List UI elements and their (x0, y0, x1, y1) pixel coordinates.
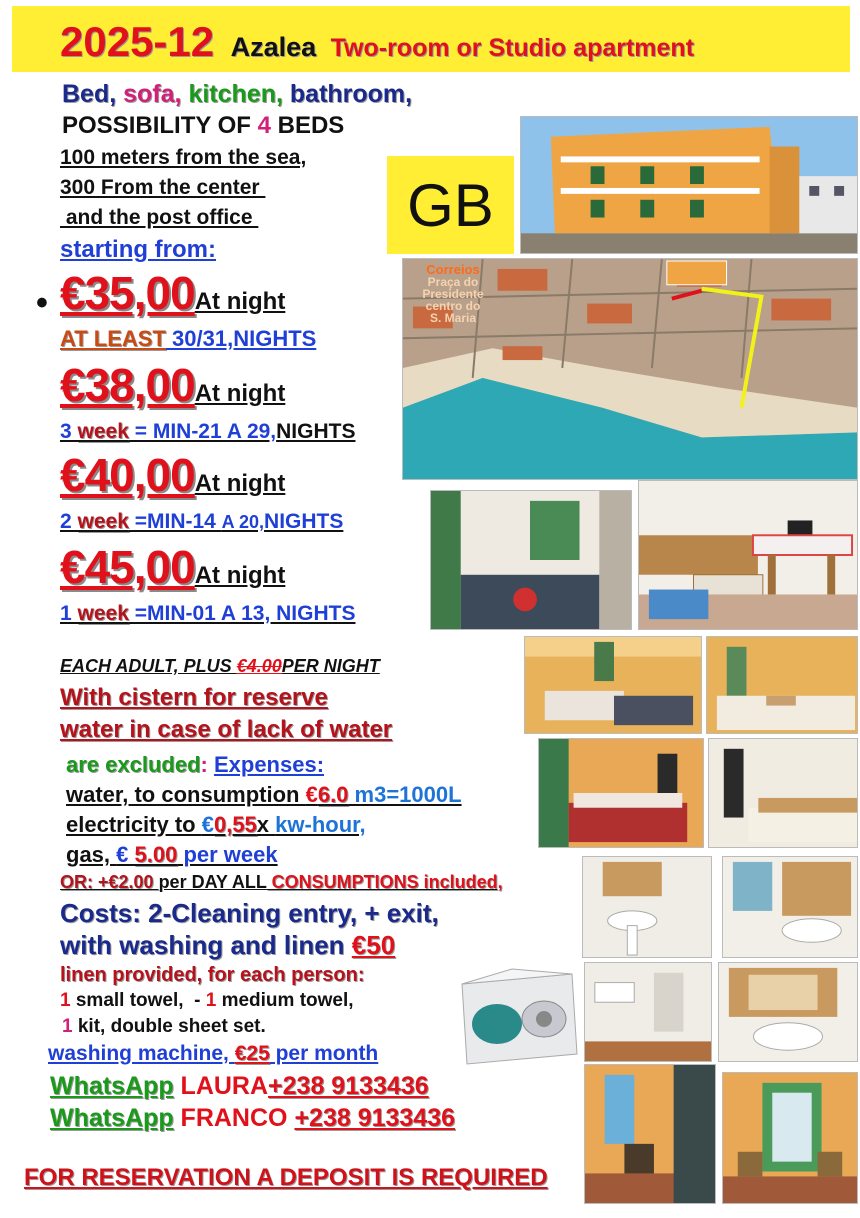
electricity-euro: € (201, 812, 214, 837)
rate-row-4 (60, 540, 285, 594)
costs-washing-text: with washing and linen (60, 930, 352, 960)
gas-price: 5.00 (134, 842, 178, 867)
contact-phone-laura[interactable]: +238 9133436 (268, 1072, 429, 1100)
washing-machine-period: per month (269, 1042, 379, 1065)
map-label-smaria: S. Maria (429, 311, 477, 325)
contact-laura[interactable] (50, 1072, 429, 1101)
location-center: 300 From the center (60, 176, 266, 199)
rate-3-at-night: At night (194, 470, 286, 497)
excluded-colon: : (200, 752, 208, 777)
contact-phone-franco[interactable]: +238 9133436 (294, 1104, 456, 1132)
rate-1-note (60, 326, 316, 352)
towel-qty-medium: 1 (205, 990, 217, 1011)
gas-euro: € (116, 842, 135, 867)
rate-1-note-a: AT LEAST (60, 326, 166, 351)
bathroom-photo-2 (722, 856, 858, 958)
gas-unit: per week (177, 842, 278, 867)
starting-from: starting from: (60, 236, 216, 263)
bathroom-photo-1 (582, 856, 712, 958)
rate-row-2 (60, 358, 285, 412)
bathroom-photo-3 (584, 962, 712, 1062)
rate-1-at-night: At night (194, 288, 286, 315)
contact-name-laura: LAURA (173, 1072, 269, 1100)
rate-2-price: €38,00 (60, 359, 195, 411)
each-adult-price: €4.00 (236, 656, 282, 676)
electricity-unit: kw-hour, (275, 812, 366, 837)
rate-2-week: week (77, 420, 129, 443)
apartment-name: Azalea (230, 32, 317, 62)
rate-4-note-b: =MIN-01 A 13, NIGHTS (128, 602, 356, 625)
cistern-line-2: water in case of lack of water (60, 716, 393, 743)
feature-kitchen: kitchen, (188, 80, 283, 108)
beds-text-b: BEDS (270, 112, 345, 139)
bathroom-photo-4 (718, 962, 858, 1062)
water-text: water, to consumption (66, 782, 306, 807)
bedroom-photo-4 (708, 738, 858, 848)
electricity-text: electricity to (66, 812, 202, 837)
or-per-day: per DAY ALL (158, 872, 267, 892)
rate-4-note (60, 602, 355, 626)
costs-washing-line (60, 930, 395, 961)
bedroom-photo-1 (524, 636, 702, 734)
language-gb-badge: GB (387, 156, 514, 254)
rate-4-at-night: At night (194, 562, 286, 589)
rate-2-note (60, 420, 355, 444)
gas-text: gas, (66, 842, 117, 867)
rate-3-note-small: A 20, (221, 512, 265, 532)
washing-machine-text: washing machine, (48, 1042, 235, 1065)
map-label-presidente: Presidente (422, 287, 484, 301)
apartment-type: Two-room or Studio apartment (330, 34, 695, 62)
electricity-price: 0,55 (213, 812, 257, 837)
rate-3-price: €40,00 (60, 449, 195, 501)
kit-qty: 1 (62, 1016, 73, 1037)
map-label-centro: centro do (425, 299, 481, 313)
rate-4-note-a: 1 (60, 602, 78, 625)
listing-code: 2025-12 (60, 18, 215, 65)
cistern-line-1: With cistern for reserve (60, 684, 328, 711)
patio-photo-1 (584, 1064, 716, 1204)
towel-small-text: small towel, - (70, 990, 206, 1011)
excluded-text: are excluded (66, 752, 201, 777)
rate-2-note-a: 3 (60, 420, 78, 443)
whatsapp-label-laura: WhatsApp (50, 1072, 174, 1100)
rate-row-1 (60, 266, 285, 320)
contact-franco[interactable] (50, 1104, 455, 1133)
map-label-correios: Correios (426, 262, 480, 277)
features-line (62, 80, 412, 109)
deposit-notice: FOR RESERVATION A DEPOSIT IS REQUIRED (24, 1164, 548, 1191)
rate-3-note-a: 2 (60, 510, 78, 533)
or-price: OR: +€2.00 (60, 872, 159, 892)
rate-2-at-night: At night (194, 380, 286, 407)
rate-row-3 (60, 448, 285, 502)
rate-1-note-b: 30/31,NIGHTS (165, 326, 317, 351)
beds-number: 4 (257, 112, 271, 139)
linen-provided: linen provided, for each person: (60, 964, 365, 986)
all-consumptions-line (60, 872, 503, 893)
rate-4-week: week (77, 602, 129, 625)
water-line (66, 782, 462, 808)
rate-3-note-b: =MIN-14 (128, 510, 222, 533)
kitchen-photo-2 (638, 480, 858, 630)
location-post-office: and the post office (60, 206, 259, 229)
washing-machine-image (452, 964, 582, 1074)
whatsapp-label-franco: WhatsApp (50, 1104, 174, 1132)
patio-photo-2 (722, 1072, 858, 1204)
rate-1-price: €35,00 (60, 267, 195, 319)
beds-possibility (62, 112, 344, 140)
feature-sofa: sofa, (123, 80, 182, 108)
contact-name-franco: FRANCO (173, 1104, 295, 1132)
feature-bathroom: bathroom, (289, 80, 413, 108)
bedroom-photo-3 (538, 738, 704, 848)
gas-line (66, 842, 278, 868)
rate-3-week: week (77, 510, 129, 533)
location-sea: 100 meters from the sea, (60, 146, 307, 169)
each-adult-per-night: PER NIGHT (281, 656, 380, 676)
map-label-praca: Praça do (427, 275, 479, 289)
costs-washing-price: €50 (351, 930, 396, 960)
map-labels (412, 264, 494, 324)
rate-2-note-b: = MIN-21 A 29, (128, 420, 277, 443)
kitchen-photo-1 (430, 490, 632, 630)
or-included: CONSUMPTIONS included, (266, 872, 503, 892)
rate-2-note-c: NIGHTS (276, 420, 356, 443)
building-photo (520, 116, 858, 254)
expenses-label: Expenses: (213, 752, 325, 777)
water-unit: m3=1000L (348, 782, 462, 807)
feature-bed: Bed, (62, 80, 117, 108)
kit-text: kit, double sheet set. (72, 1016, 266, 1037)
beds-text-a: POSSIBILITY OF (62, 112, 258, 139)
electricity-line (66, 812, 366, 838)
towel-line (60, 990, 354, 1012)
each-adult-text: EACH ADULT, PLUS (60, 656, 237, 676)
bedroom-photo-2 (706, 636, 858, 734)
washing-machine-price: €25 (234, 1042, 270, 1065)
header-title (60, 18, 694, 66)
electricity-x: x (256, 812, 276, 837)
rate-3-note-c: NIGHTS (264, 510, 344, 533)
water-euro: € (305, 782, 318, 807)
costs-cleaning: Costs: 2-Cleaning entry, + exit, (60, 898, 439, 928)
rate-4-price: €45,00 (60, 541, 195, 593)
bullet-point: • (36, 284, 48, 322)
washing-machine-line (48, 1042, 378, 1066)
rate-3-note (60, 510, 343, 534)
towel-medium-text: medium towel, (216, 990, 354, 1011)
towel-qty-small: 1 (60, 990, 71, 1011)
kit-line (62, 1016, 266, 1038)
water-price: 6.0 (317, 782, 349, 807)
each-adult-line (60, 656, 380, 677)
excluded-line (66, 752, 324, 778)
